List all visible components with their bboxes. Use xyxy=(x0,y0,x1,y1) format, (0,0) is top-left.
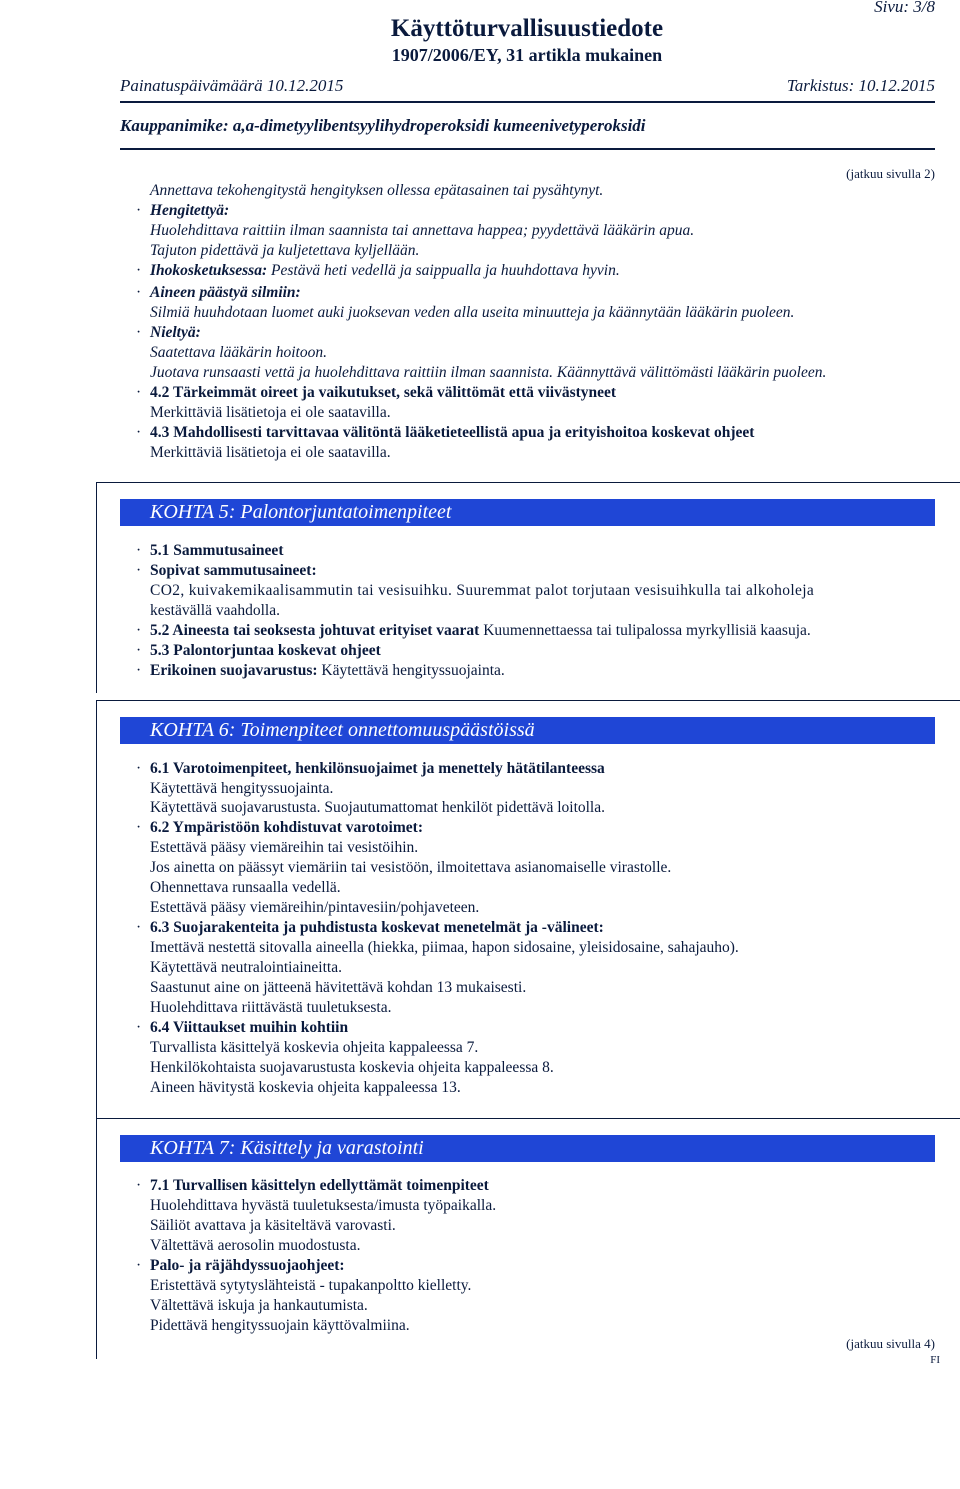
section-6-2-text: Estettävä pääsy viemäreihin tai vesistöihin. xyxy=(150,839,419,856)
bullet: · xyxy=(136,662,142,679)
section-7-title: KOHTA 7: Käsittely ja varastointi xyxy=(120,1135,935,1162)
special-equipment-text: Käytettävä hengityssuojainta. xyxy=(321,662,505,679)
eye-heading: Aineen päästyä silmiin: xyxy=(150,284,301,301)
swallow-text: Juotava runsaasti vettä ja huolehdittava raittiin ilman saannista. Käännyttävä välittömästi lääkärin puoleen. xyxy=(150,364,827,381)
section-6-3-text: Huolehdittava riittävästä tuuletuksesta. xyxy=(150,999,392,1016)
section-6-3-text: Imettävä nestettä sitovalla aineella (hiekka, piimaa, hapon sidosaine, yleisidosaine, sahajauho). xyxy=(150,939,739,956)
bullet: · xyxy=(136,622,142,639)
fire-protection-text: Vältettävä iskuja ja hankautumista. xyxy=(150,1297,368,1314)
section-6-3-heading: 6.3 Suojarakenteita ja puhdistusta koskevat menetelmät ja -välineet: xyxy=(150,919,604,936)
inhalation-text: Huolehdittava raittiin ilman saannista tai annettava happea; pyydettävä lääkärin apua. xyxy=(150,222,695,239)
language-code: FI xyxy=(930,1354,940,1366)
section-5-2-text: Kuumennettaessa tai tulipalossa myrkyllisiä kaasuja. xyxy=(483,622,811,639)
section-4-2-text: Merkittäviä lisätietoja ei ole saatavilla. xyxy=(150,404,391,421)
continued-to: (jatkuu sivulla 4) xyxy=(846,1336,935,1351)
section-5-2 xyxy=(150,622,811,640)
bullet: · xyxy=(136,562,142,579)
fire-protection-heading: Palo- ja räjähdyssuojaohjeet: xyxy=(150,1257,345,1274)
section-7-1-text: Säiliöt avattava ja käsiteltävä varovasti. xyxy=(150,1217,396,1234)
section-6-2-heading: 6.2 Ympäristöön kohdistuvat varotoimet: xyxy=(150,819,423,836)
section-6-4-heading: 6.4 Viittaukset muihin kohtiin xyxy=(150,1019,349,1036)
trade-name: Kauppanimike: a,a-dimetyylibentsyylihydroperoksidi kumeenivetyperoksidi xyxy=(120,116,646,135)
section-6-3-text: Saastunut aine on jätteenä hävitettävä kohdan 13 mukaisesti. xyxy=(150,979,527,996)
bullet: · xyxy=(136,919,142,936)
eye-text: Silmiä huuhdotaan luomet auki juoksevan veden alla useita minuutteja ja käännytään lääkärin puoleen. xyxy=(150,304,795,321)
bullet: · xyxy=(136,1177,142,1194)
document-title: Käyttöturvallisuustiedote xyxy=(390,15,664,42)
swallow-text: Saatettava lääkärin hoitoon. xyxy=(150,344,327,361)
page-number: Sivu: 3/8 xyxy=(874,0,935,16)
section-5-title: KOHTA 5: Palontorjuntatoimenpiteet xyxy=(120,499,935,526)
section-4-2-heading: 4.2 Tärkeimmät oireet ja vaikutukset, sekä välittömät että viivästyneet xyxy=(150,384,617,401)
section-5-2-heading: 5.2 Aineesta tai seoksesta johtuvat erityiset vaarat xyxy=(150,622,480,639)
suitable-media-text: CO2, kuivakemikaalisammutin tai vesisuihku. Suuremmat palot torjutaan vesisuihkulla tai alkoholeja xyxy=(150,582,815,599)
special-equipment-heading: Erikoinen suojavarustus: xyxy=(150,662,318,679)
inhalation-heading: Hengitettyä: xyxy=(150,202,230,219)
section-6-2-text: Jos ainetta on päässyt viemäriin tai vesistöön, ilmoitettava asianomaiselle virastolle. xyxy=(150,859,672,876)
section-5-3-heading: 5.3 Palontorjuntaa koskevat ohjeet xyxy=(150,642,381,659)
section-6-1-heading: 6.1 Varotoimenpiteet, henkilönsuojaimet ja menettely hätätilanteessa xyxy=(150,760,605,777)
section-6-4-text: Aineen hävitystä koskevia ohjeita kappaleessa 13. xyxy=(150,1079,461,1096)
section-6-2-text: Estettävä pääsy viemäreihin/pintavesiin/pohjaveteen. xyxy=(150,899,480,916)
section-4-3-text: Merkittäviä lisätietoja ei ole saatavilla. xyxy=(150,444,391,461)
s4-line: Annettava tekohengitystä hengityksen ollessa epätasainen tai pysähtynyt. xyxy=(150,182,604,199)
trade-name-divider xyxy=(120,148,935,150)
bullet: · xyxy=(136,1257,142,1274)
print-date: Painatuspäivämäärä 10.12.2015 xyxy=(120,76,344,95)
section-4-3-heading: 4.3 Mahdollisesti tarvittavaa välitöntä lääketieteellistä apua ja erityishoitoa koskevat ohjeet xyxy=(150,424,755,441)
skin-contact xyxy=(150,262,620,280)
section-6-1-text: Käytettävä suojavarustusta. Suojautumattomat henkilöt pidettävä loitolla. xyxy=(150,799,605,816)
section-6-4-text: Henkilökohtaista suojavarustusta koskevia ohjeita kappaleessa 8. xyxy=(150,1059,554,1076)
continued-from: (jatkuu sivulla 2) xyxy=(846,166,935,181)
revision-date: Tarkistus: 10.12.2015 xyxy=(786,76,935,95)
skin-heading: Ihokosketuksessa: xyxy=(150,262,268,279)
bullet: · xyxy=(136,202,142,219)
bullet: · xyxy=(136,284,142,301)
special-equipment xyxy=(150,662,505,680)
document-subtitle: 1907/2006/EY, 31 artikla mukainen xyxy=(391,45,663,65)
bullet: · xyxy=(136,324,142,341)
section-6-title: KOHTA 6: Toimenpiteet onnettomuuspäästöissä xyxy=(120,717,935,744)
bullet: · xyxy=(136,542,142,559)
suitable-media-heading: Sopivat sammutusaineet: xyxy=(150,562,317,579)
header-divider xyxy=(120,101,935,103)
section-6-1-text: Käytettävä hengityssuojainta. xyxy=(150,780,334,797)
skin-text: Pestävä heti vedellä ja saippualla ja huuhdottava hyvin. xyxy=(271,262,620,279)
section-7-1-text: Huolehdittava hyvästä tuuletuksesta/imusta työpaikalla. xyxy=(150,1197,497,1214)
bullet: · xyxy=(136,642,142,659)
bullet: · xyxy=(136,760,142,777)
section-7-1-text: Vältettävä aerosolin muodostusta. xyxy=(150,1237,361,1254)
fire-protection-text: Eristettävä sytytyslähteistä - tupakanpoltto kielletty. xyxy=(150,1277,472,1294)
section-5-1-heading: 5.1 Sammutusaineet xyxy=(150,542,284,559)
section-6-2-text: Ohennettava runsaalla vedellä. xyxy=(150,879,341,896)
bullet: · xyxy=(136,819,142,836)
fire-protection-text: Pidettävä hengityssuojain käyttövalmiina. xyxy=(150,1317,410,1334)
section-7-1-heading: 7.1 Turvallisen käsittelyn edellyttämät toimenpiteet xyxy=(150,1177,489,1194)
inhalation-text: Tajuton pidettävä ja kuljetettava kyljellään. xyxy=(150,242,420,259)
section-6-4-text: Turvallista käsittelyä koskevia ohjeita kappaleessa 7. xyxy=(150,1039,479,1056)
bullet: · xyxy=(136,424,142,441)
bullet: · xyxy=(136,262,142,279)
swallow-heading: Nieltyä: xyxy=(150,324,201,341)
section-6-3-text: Käytettävä neutralointiaineitta. xyxy=(150,959,342,976)
suitable-media-text: kestävällä vaahdolla. xyxy=(150,602,280,619)
bullet: · xyxy=(136,1019,142,1036)
bullet: · xyxy=(136,384,142,401)
